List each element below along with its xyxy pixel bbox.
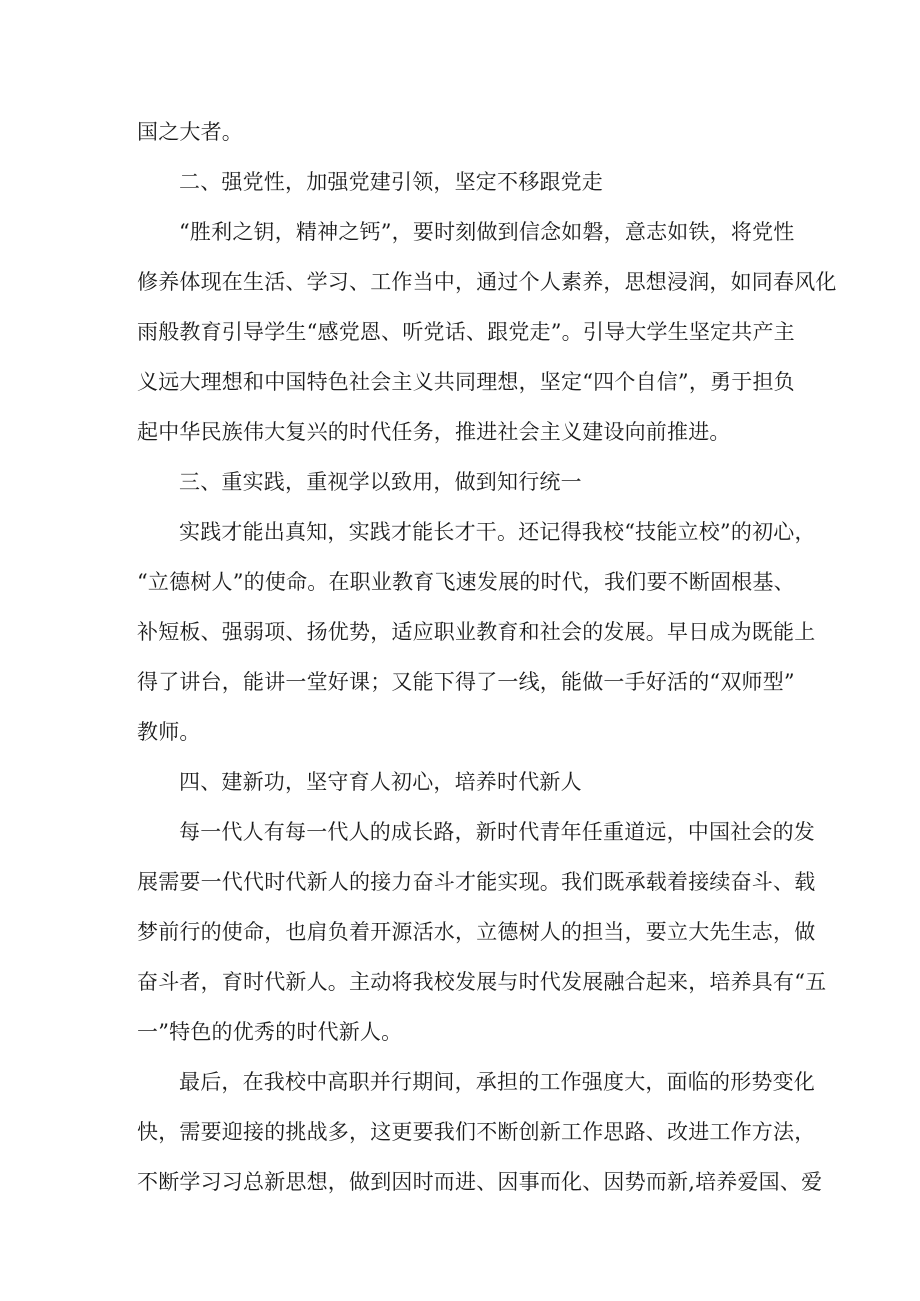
text-line: 快，需要迎接的挑战多，这更要我们不断创新工作思路、改进工作方法， — [137, 1120, 816, 1144]
text-line: 义远大理想和中国特色社会主义共同理想，坚定“四个自信”，勇于担负 — [137, 370, 795, 394]
text-line: 补短板、强弱项、扬优势，适应职业教育和社会的发展。早日成为既能上 — [137, 620, 816, 644]
text-line: 最后，在我校中高职并行期间，承担的工作强度大，面临的形势变化 — [179, 1070, 815, 1094]
text-line: 修养体现在生活、学习、工作当中，通过个人素养，思想浸润，如同春风化 — [137, 270, 837, 294]
section-heading: 三、重实践，重视学以致用，做到知行统一 — [179, 470, 582, 494]
text-line: “立德树人”的使命。在职业教育飞速发展的时代，我们要不断固根基、 — [137, 570, 795, 594]
text-line: 得了讲台，能讲一堂好课；又能下得了一线，能做一手好活的“双师型” — [137, 670, 795, 694]
text-line: 雨般教育引导学生“感党恩、听党话、跟党走”。引导大学生坚定共产主 — [137, 320, 795, 344]
text-line: 不断学习习总新思想，做到因时而进、因事而化、因势而新,培养爱国、爱 — [137, 1170, 823, 1194]
text-line: “胜利之钥，精神之钙”，要时刻做到信念如磐，意志如铁，将党性 — [179, 220, 795, 244]
text-line: 国之大者。 — [137, 120, 243, 144]
text-line: 一”特色的优秀的时代新人。 — [137, 1020, 403, 1044]
section-heading: 二、强党性，加强党建引领，坚定不移跟党走 — [179, 170, 603, 194]
text-line: 每一代人有每一代人的成长路，新时代青年任重道远，中国社会的发 — [179, 820, 815, 844]
text-line: 教师。 — [137, 720, 201, 744]
document-body — [137, 107, 837, 1207]
text-line: 起中华民族伟大复兴的时代任务，推进社会主义建设向前推进。 — [137, 420, 731, 444]
text-line: 奋斗者，育时代新人。主动将我校发展与时代发展融合起来，培养具有“五 — [137, 970, 827, 994]
text-line: 梦前行的使命，也肩负着开源活水，立德树人的担当，要立大先生志，做 — [137, 920, 816, 944]
section-heading: 四、建新功，坚守育人初心，培养时代新人 — [179, 770, 582, 794]
text-line: 实践才能出真知，实践才能长才干。还记得我校“技能立校”的初心， — [179, 520, 816, 544]
text-line: 展需要一代代时代新人的接力奋斗才能实现。我们既承载着接续奋斗、载 — [137, 870, 816, 894]
